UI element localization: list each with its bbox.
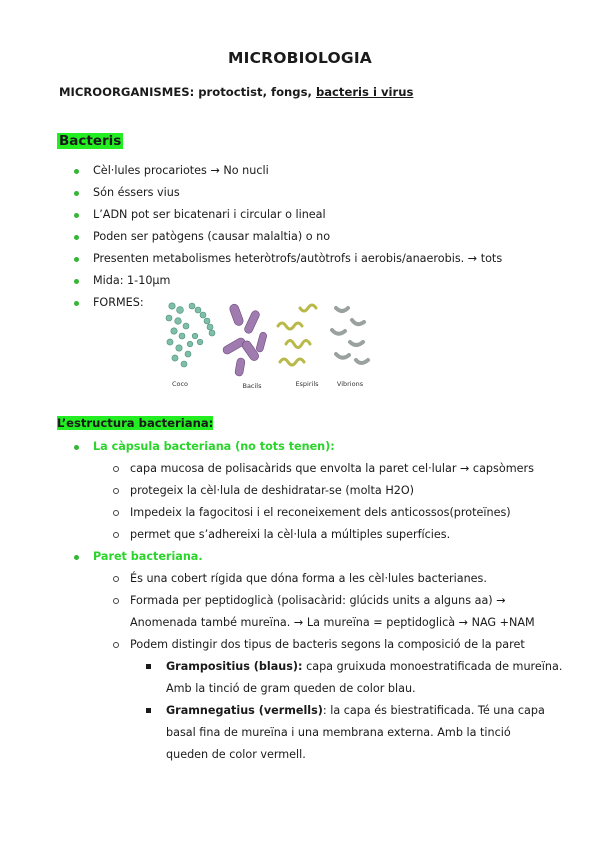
list-item: Formada per peptidoglicà (polisacàrid: glúcids units a alguns aa) →: [130, 594, 506, 607]
list-item: Podem distingir dos tipus de bacteris segons la composició de la paret: [130, 638, 525, 651]
list-item: Impedeix la fagocitosi i el reconeixement dels anticossos(proteïnes): [130, 506, 511, 519]
list-item: Presenten metabolismes heteròtrofs/autòtrofs i aerobis/anaerobis. → tots: [93, 252, 503, 265]
list-item: L’ADN pot ser bicatenari i circular o lineal: [93, 208, 326, 221]
list-item: protegeix la cèl·lula de deshidratar-se (molta H2O): [130, 484, 415, 497]
list-item: capa mucosa de polisacàrids que envolta la paret cel·lular → capsòmers: [130, 462, 534, 475]
list-item: Cèl·lules procariotes → No nucli: [93, 164, 269, 177]
subtitle-text: MICROORGANISMES: protoctist, fongs,: [59, 85, 316, 99]
cocci-drawing: [166, 303, 215, 367]
capsule-title: La càpsula bacteriana (no tots tenen):: [93, 440, 335, 453]
vibrios-drawing: [332, 308, 368, 363]
list-item: Poden ser patògens (causar malaltia) o no: [93, 230, 331, 243]
spirilla-drawing: [278, 305, 316, 365]
list-item: permet que s’adhereixi la cèl·lula a múltiples superfícies.: [130, 528, 451, 541]
section-heading-bacteris: Bacteris: [59, 133, 122, 149]
gram-negative-desc-3: queden de color vermell.: [166, 748, 306, 761]
gram-negative-name: Gramnegatius (vermells): [166, 704, 323, 717]
subtitle: [59, 85, 413, 99]
structure-heading: L’estructura bacteriana:: [57, 416, 214, 430]
gram-negative-desc: : la capa és biestratificada. Té una capa: [322, 704, 545, 717]
wall-title: Paret bacteriana.: [93, 550, 203, 563]
gram-negative-item: [166, 704, 545, 717]
page-title: MICROBIOLOGIA: [227, 49, 373, 67]
list-item: Mida: 1-10µm: [93, 274, 171, 287]
figure-label-coco: Coco: [171, 380, 189, 388]
gram-positive-item: [166, 660, 562, 673]
bacilli-drawing: [222, 303, 268, 377]
bacteria-shapes-illustration: [160, 296, 380, 391]
gram-positive-name: Grampositius (blaus):: [166, 660, 303, 673]
list-item: FORMES:: [93, 296, 144, 309]
list-item: És una cobert rígida que dóna forma a les cèl·lules bacterianes.: [130, 572, 487, 585]
gram-negative-desc-2: basal fina de mureïna i una membrana externa. Amb la tinció: [166, 726, 511, 739]
list-item-continuation: Anomenada també mureïna. → La mureïna = peptidoglicà → NAG +NAM: [130, 616, 535, 629]
figure-label-espirils: Espirils: [295, 380, 319, 388]
gram-positive-desc: capa gruixuda monoestratificada de mureïna.: [302, 660, 563, 673]
gram-positive-desc-2: Amb la tinció de gram queden de color blau.: [166, 682, 416, 695]
list-item: Són éssers vius: [93, 186, 180, 199]
figure-label-vibrions: Vibrions: [336, 380, 364, 388]
subtitle-underlined: bacteris i virus: [315, 85, 414, 99]
figure-label-bacils: Bacils: [242, 382, 262, 390]
